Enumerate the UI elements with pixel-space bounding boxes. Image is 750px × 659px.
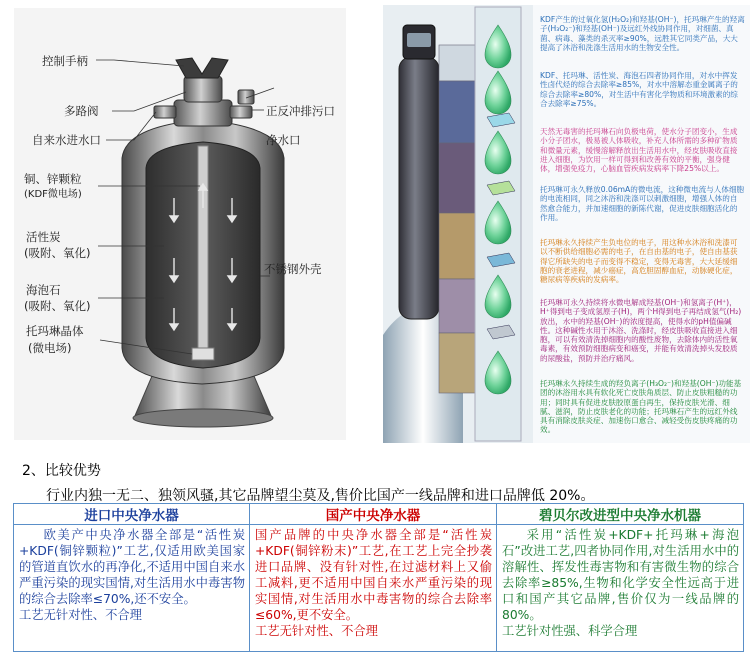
cell-domestic (250, 525, 497, 652)
cell-import-verdict: 工艺无针对性、不合理 (19, 608, 142, 622)
label-sepiolite: 海泡石 (26, 283, 61, 297)
cell-bibeier-body: 采用“活性炭+KDF+托玛琳+海泡石”改进工艺,四者协同作用,对生活用水中的溶解性、挥发性毒害物和有害微生物的综合去除率≥85%,生物和化学安全性远高于进口和国产其它品牌,售价仅为一线品牌的 80%。 (502, 528, 739, 622)
panel-text-1: KDF产生的过氧化氢(H₂O₂)和羟基(OH⁻)，托玛琳产生的羟离子(H₃O₂⁻)和羟基(OH⁻)及远红外线协同作用，对细菌、真菌、病毒、藻类的杀灭率≥90%，远胜其它同类产品，大大提高了沐浴和洗涤生活用水的生物安全性。 (540, 15, 745, 52)
label-stainless-shell: 不锈钢外壳 (264, 262, 322, 276)
label-backwash-drain: 正反冲排污口 (266, 104, 335, 118)
label-kdf-field: (KDF微电场) (24, 189, 82, 200)
panel-text-3: 天然无毒害的托玛琳石向负极电荷，使水分子团变小，生成小分子团水，极易被人体吸收，补充人体所需的多种矿物质和微量元素，缓慢溶解释放出生活用水中，经皮肤吸收直接进入细胞，为饮用一样可得到和改善有效的平衡，强身健体，增强免疫力，心脑血管疾病发病率下降25%以上。 (540, 127, 738, 173)
panel-text-4: 托玛琳可永久释放0.06mA的微电流，这种微电流与人体细胞的电流相同，同之沐浴和洗涤可以刺激细胞，增强人体的自然愈合能力，并加速细胞的新陈代谢，促进皮肤细胞活化的作用。 (540, 185, 745, 222)
cell-import-body: 欧美产中央净水器全部是“活性炭+KDF(铜锌颗粒)”工艺,仅适用欧美国家的管道直饮水的再净化,不适用中国自来水严重污染的现实国情,对生活用水中毒害物的综合去除率≤70%,还不安全。 (19, 528, 245, 606)
comparison-table (13, 503, 744, 652)
panel-text-6: 托玛琳可永久持续将水微电解成羟基(OH⁻)和氢离子(H⁺)，H⁺得到电子变成氢原子(H)，两个H得到电子再结成氢气(H₂)放出，水中的羟基(OH⁻)的浓度提高，使得水的pH值偏碱性。这种碱性水用于沐浴、洗涤时，经皮肤吸收直接进入细胞，可以有效清洗掉细胞内的酸性废物，去除体内的活性氧毒素，有效预防细胞病变和癌变，并能有效清洗掉头发胶质的尿酸盐，预防并治疗痛风。 (540, 298, 742, 363)
label-carbon-function: (吸附、氧化) (24, 246, 91, 260)
header-domestic: 国产中央净水器 (250, 504, 497, 525)
filter-layers-figure (383, 5, 750, 443)
cell-import (14, 525, 250, 652)
cell-domestic-body: 国产品牌的中央净水器全部是“活性炭+KDF(铜锌粉末)”工艺,在工艺上完全抄袭进口品牌、没有针对性,在过滤材料上又偷工减料,更不适用中国自来水严重污染的现实国情,对生活用水中毒害物的综合去除率≤60%,更不安全。 (255, 528, 492, 622)
filter-cutaway-figure (14, 8, 346, 440)
label-copper-zinc: 铜、锌颗粒 (24, 172, 82, 186)
header-import: 进口中央净水器 (14, 504, 250, 525)
label-tap-water-inlet: 自来水进水口 (32, 133, 101, 147)
label-tourmaline-function: (微电场) (28, 341, 72, 355)
cell-bibeier-verdict: 工艺针对性强、科学合理 (502, 624, 638, 638)
cell-bibeier (497, 525, 744, 652)
panel-text-7: 托玛琳永久持续生成的羟负离子(H₃O₂⁻)和羟基(OH⁻)功能基团的沐浴用水具有软化死亡皮肤角质层、防止皮肤粗糙的功用；同时具有促进皮肤胶原蛋白再生，保持皮肤光滑、细腻、滋润，防止皮肤老化的功能；托玛琳石产生的远红外线具有消除皮肤炎症、加速伤口愈合、减轻受伤皮肤疼痛的功效。 (540, 379, 742, 435)
section-heading: 2、比较优势 (22, 463, 101, 479)
panel-text-5: 托玛琳永久持续产生负电位的电子，用这种水沐浴和洗漆可以不断供给细胞必需的电子，在自由基的电子，使自由基获得它所缺失的电子而变得不稳定，变得无毒害，大大延缓细胞的衰老进程，减少癌症，高危胆固醇血症，动脉硬化症，糖尿病等疾病的发病率。 (540, 238, 738, 284)
table-row (14, 525, 744, 652)
label-control-handle: 控制手柄 (42, 54, 88, 68)
label-sepiolite-function: (吸附、氧化) (24, 299, 91, 313)
summary-line: 行业内独一无二、独领风骚,其它品牌望尘莫及,售价比国产一线品牌和进口品牌低 20%。 (46, 488, 595, 504)
table-header-row (14, 504, 744, 525)
label-clean-water-outlet: 净水口 (266, 133, 301, 147)
panel-text-2: KDF、托玛琳、活性炭、海泡石四者协同作用，对水中挥发性卤代烃的综合去除率≥85%，对水中溶解态重金属离子的综合去除率≥80%，对生活中有害化学物质和环境激素的综合去除率≥75%。 (540, 71, 738, 108)
cell-domestic-verdict: 工艺无针对性、不合理 (255, 624, 378, 638)
label-multiway-valve: 多路阀 (64, 104, 99, 118)
filter-tank-illustration (14, 8, 346, 440)
label-activated-carbon: 活性炭 (26, 230, 61, 244)
header-bibeier: 碧贝尔改进型中央净水机器 (497, 504, 744, 525)
label-tourmaline: 托玛琳晶体 (26, 324, 84, 338)
